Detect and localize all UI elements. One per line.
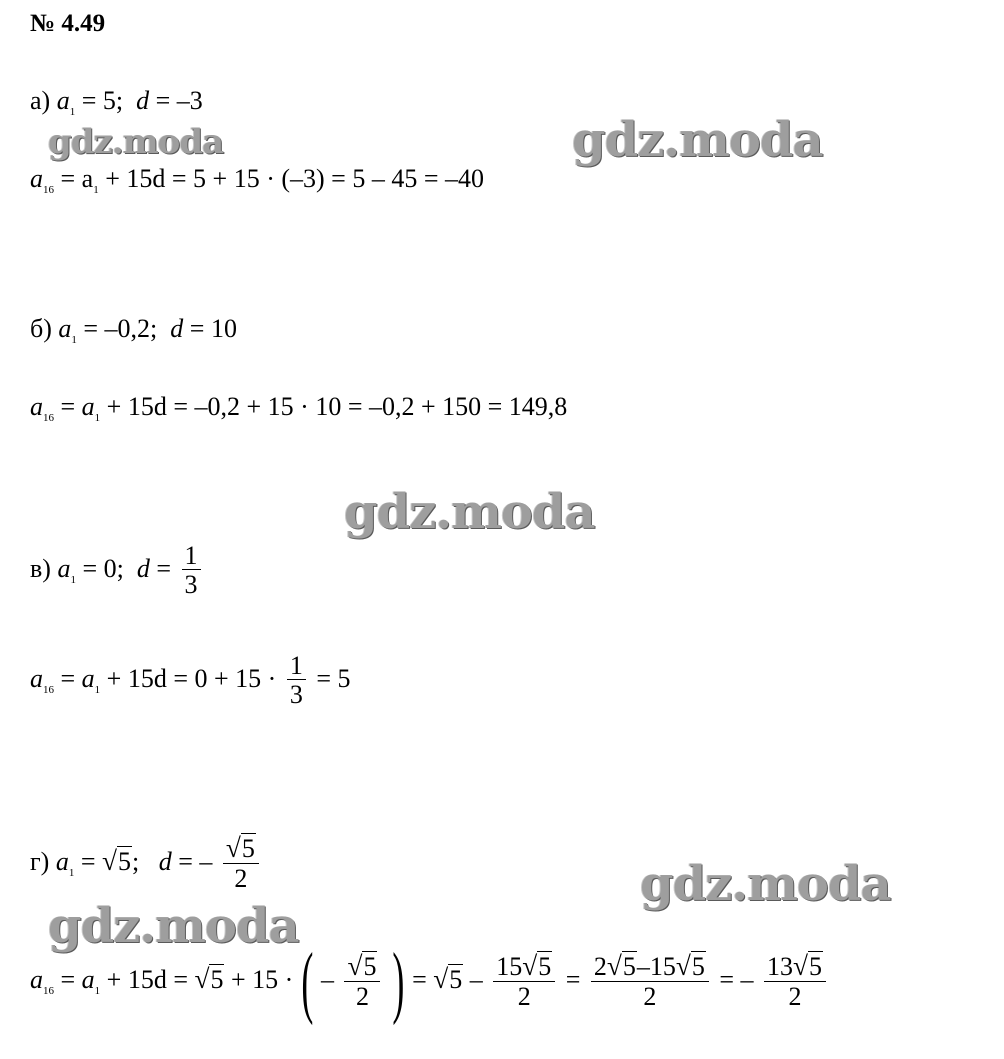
part-v-label: в) [30, 554, 51, 584]
part-a-solution: $a_{16} = a_1 + 15d = 5 + 15 \cdot (-3) = 5 - 45 = -40$ [30, 164, 484, 196]
part-g-label: г) [30, 846, 50, 876]
watermark: gdz.moda [640, 856, 891, 912]
square-root: √5 [102, 845, 131, 876]
watermark: gdz.moda [344, 484, 595, 540]
part-a-label: а) [30, 86, 51, 115]
part-g-solution: $a_{16} = a_1 + 15d = √5 + 15$ · ( – $\frac{√5}{2}$ ) = √5 – $\frac{15√5}{2}$ = $\frac{2√5-15√5}{2}$ = – $\frac{13√5}{2}$ [30, 942, 830, 1022]
fraction: $\frac{√5}{2}$ [223, 834, 259, 894]
part-a-given: а) $a_1 = 5$; d = –3 [30, 86, 203, 118]
part-g-given: г) $a_1 = √5$; d = – $\frac{√5}{2}$ [30, 834, 263, 894]
part-b-label: б) [30, 314, 52, 343]
part-v-given: в) $a_1 = 0$; d = $\frac{1}{3}$ [30, 542, 205, 600]
problem-number: № 4.49 [30, 10, 106, 37]
watermark: gdz.moda [572, 112, 823, 168]
fraction: $\frac{2√5-15√5}{2}$ [591, 952, 709, 1012]
part-v-solution: $a_{16} = a_1 + 15d = 0 + 15$ · $\frac{1}{3}$ = 5 [30, 651, 351, 710]
part-b-given: б) $a_1 = -0,2$; d = 10 [30, 314, 237, 346]
fraction: $\frac{13√5}{2}$ [764, 952, 826, 1012]
fraction: $\frac{15√5}{2}$ [493, 952, 555, 1012]
part-b-solution: $a_{16} = a_1 + 15d = -0,2 + 15 \cdot 10 = -0,2 + 150 = 149,8$ [30, 392, 568, 424]
watermark: gdz.moda [48, 122, 224, 162]
fraction: $\frac{1}{3}$ [182, 542, 201, 600]
fraction: $\frac{√5}{2}$ [344, 952, 380, 1012]
watermark: gdz.moda [48, 898, 299, 954]
fraction: $\frac{1}{3}$ [287, 652, 306, 710]
